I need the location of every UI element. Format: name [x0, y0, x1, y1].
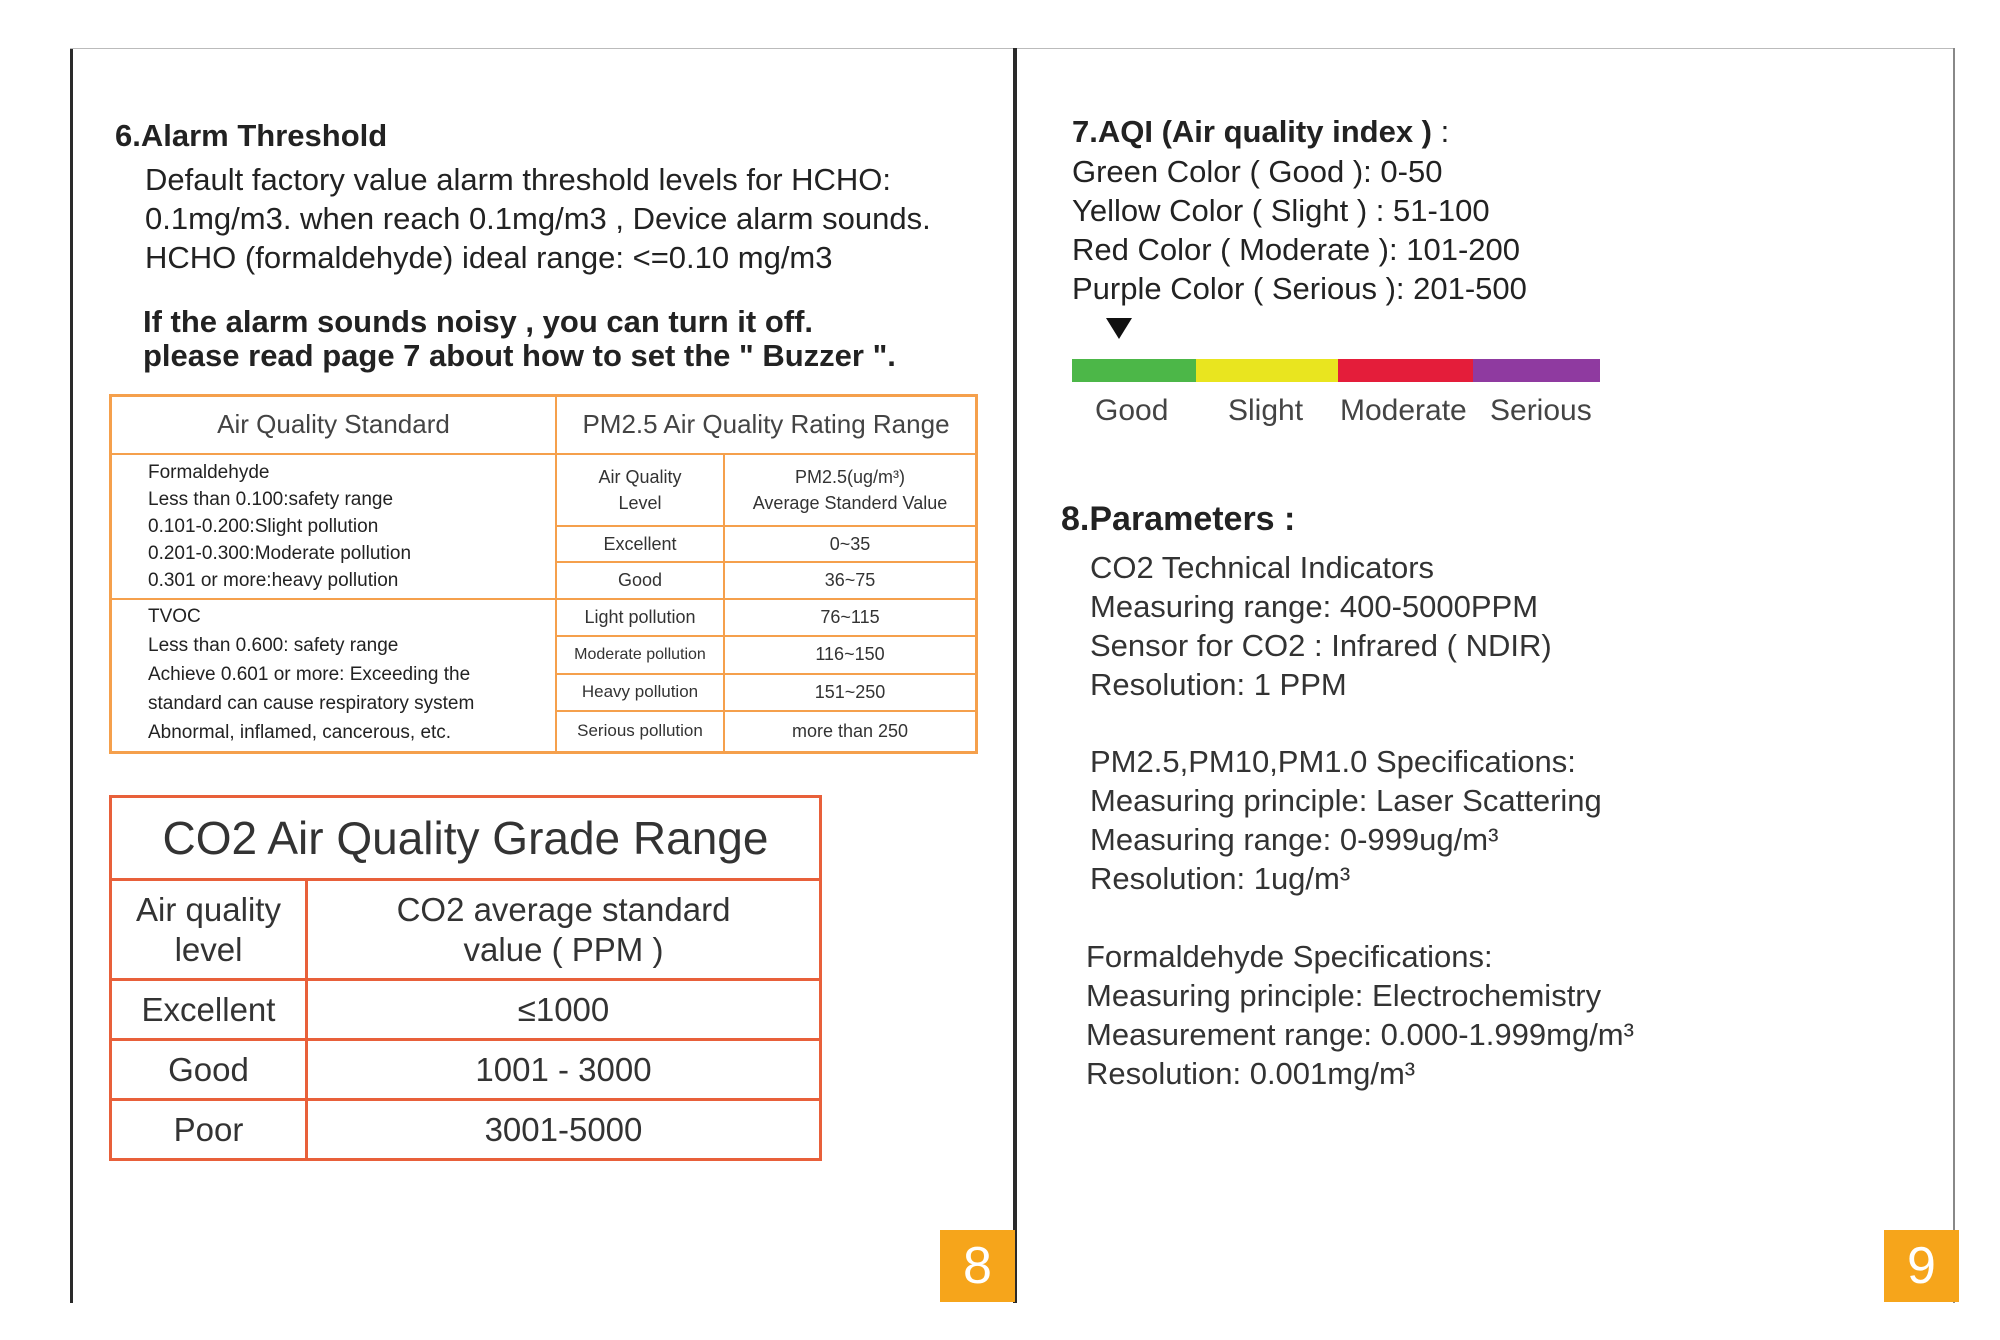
co2-parameters [1090, 548, 1552, 704]
param-line: PM2.5,PM10,PM1.0 Specifications: [1090, 744, 1576, 779]
param-line: Measuring range: 400-5000PPM [1090, 589, 1539, 624]
aq-header-right: PM2.5 Air Quality Rating Range [556, 396, 977, 454]
tvoc-line: Less than 0.600: safety range [148, 634, 399, 656]
co2-value-cell: ≤1000 [307, 980, 821, 1040]
aqi-bar-slight [1196, 359, 1338, 382]
co2-level-cell: Excellent [111, 980, 307, 1040]
aq-subheader-value [724, 454, 977, 527]
header-line: level [174, 930, 243, 968]
top-border-right [1017, 48, 1954, 49]
co2-header-value [307, 880, 821, 980]
formaldehyde-standard [111, 454, 557, 599]
formaldehyde-line: Less than 0.100:safety range [148, 488, 394, 510]
header-line: CO2 average standard [396, 890, 731, 928]
tvoc-standard [111, 599, 557, 753]
color-line: Yellow Color ( Slight ) : 51-100 [1072, 193, 1490, 228]
param-line: CO2 Technical Indicators [1090, 550, 1435, 585]
aq-value-cell: 116~150 [724, 636, 977, 673]
aq-level-cell: Excellent [556, 526, 724, 562]
subheader-line: Average Standerd Value [752, 492, 948, 513]
formaldehyde-parameters [1086, 937, 1634, 1093]
co2-value-cell: 1001 - 3000 [307, 1040, 821, 1100]
parameters-heading: 8.Parameters : [1061, 500, 1296, 538]
tvoc-line: Abnormal, inflamed, cancerous, etc. [148, 721, 452, 743]
alarm-threshold-heading: 6.Alarm Threshold [115, 118, 388, 153]
param-line: Resolution: 0.001mg/m³ [1086, 1056, 1416, 1091]
paragraph-line: Default factory value alarm threshold levels for HCHO: [145, 162, 892, 197]
color-line: Red Color ( Moderate ): 101-200 [1072, 232, 1521, 267]
aq-level-cell: Good [556, 562, 724, 598]
aqi-label-moderate: Moderate [1340, 394, 1467, 427]
aqi-label-slight: Slight [1228, 394, 1304, 427]
aq-header-left: Air Quality Standard [111, 396, 557, 454]
right-page-border [1953, 48, 1955, 1303]
pm-parameters [1090, 742, 1602, 898]
down-arrow-icon [1106, 318, 1132, 339]
aqi-label-good: Good [1095, 394, 1169, 427]
aqi-bar-moderate [1338, 359, 1473, 382]
left-page-border [70, 48, 73, 1303]
aq-value-cell: 36~75 [724, 562, 977, 598]
aq-value-cell: 76~115 [724, 599, 977, 636]
co2-level-cell: Poor [111, 1100, 307, 1160]
aq-value-cell: more than 250 [724, 711, 977, 753]
note-line: If the alarm sounds noisy , you can turn it off. [143, 304, 814, 339]
aqi-heading-colon: : [1432, 114, 1450, 149]
note-line: please read page 7 about how to set the " Buzzer ". [143, 338, 896, 373]
subheader-line: PM2.5(ug/m³) [794, 466, 906, 487]
alarm-threshold-paragraph [145, 160, 931, 277]
formaldehyde-line: 0.301 or more:heavy pollution [148, 569, 399, 591]
aq-level-cell: Serious pollution [556, 711, 724, 753]
param-line: Formaldehyde Specifications: [1086, 939, 1493, 974]
param-line: Resolution: 1ug/m³ [1090, 861, 1351, 896]
subheader-line: Level [618, 492, 662, 513]
page-number-9: 9 [1884, 1230, 1959, 1302]
page-number-8: 8 [940, 1230, 1015, 1302]
header-line: Air quality [136, 890, 281, 928]
subheader-line: Air Quality [598, 466, 682, 487]
aq-subheader-level [556, 454, 724, 527]
tvoc-line: TVOC [148, 605, 201, 627]
buzzer-note [143, 305, 896, 373]
co2-level-cell: Good [111, 1040, 307, 1100]
page-divider [1013, 48, 1017, 1303]
tvoc-line: standard can cause respiratory system [148, 692, 475, 714]
param-line: Measuring principle: Electrochemistry [1086, 978, 1602, 1013]
formaldehyde-line: 0.201-0.300:Moderate pollution [148, 542, 412, 564]
color-line: Purple Color ( Serious ): 201-500 [1072, 271, 1527, 306]
param-line: Measuring principle: Laser Scattering [1090, 783, 1602, 818]
param-line: Sensor for CO2 : Infrared ( NDIR) [1090, 628, 1552, 663]
paragraph-line: 0.1mg/m3. when reach 0.1mg/m3 , Device alarm sounds. [145, 201, 931, 236]
aqi-bar-serious [1473, 359, 1600, 382]
co2-value-cell: 3001-5000 [307, 1100, 821, 1160]
paragraph-line: HCHO (formaldehyde) ideal range: <=0.10 mg/m3 [145, 240, 833, 275]
aq-level-cell: Moderate pollution [556, 636, 724, 673]
top-border-left [70, 48, 1015, 49]
aq-value-cell: 151~250 [724, 674, 977, 711]
co2-table-title: CO2 Air Quality Grade Range [111, 797, 821, 880]
aqi-heading-text: 7.AQI (Air quality index ) [1072, 114, 1432, 149]
formaldehyde-line: 0.101-0.200:Slight pollution [148, 515, 379, 537]
co2-header-level [111, 880, 307, 980]
header-line: value ( PPM ) [463, 930, 664, 968]
formaldehyde-line: Formaldehyde [148, 461, 270, 483]
air-quality-standard-table [109, 394, 978, 754]
param-line: Resolution: 1 PPM [1090, 667, 1347, 702]
param-line: Measuring range: 0-999ug/m³ [1090, 822, 1499, 857]
color-line: Green Color ( Good ): 0-50 [1072, 154, 1443, 189]
aq-value-cell: 0~35 [724, 526, 977, 562]
aqi-bar-good [1072, 359, 1196, 382]
aq-level-cell: Light pollution [556, 599, 724, 636]
aqi-label-serious: Serious [1490, 394, 1592, 427]
param-line: Measurement range: 0.000-1.999mg/m³ [1086, 1017, 1634, 1052]
aqi-color-list [1072, 152, 1527, 308]
aq-level-cell: Heavy pollution [556, 674, 724, 711]
co2-grade-table [109, 795, 822, 1161]
aqi-heading [1072, 114, 1449, 150]
tvoc-line: Achieve 0.601 or more: Exceeding the [148, 663, 471, 685]
